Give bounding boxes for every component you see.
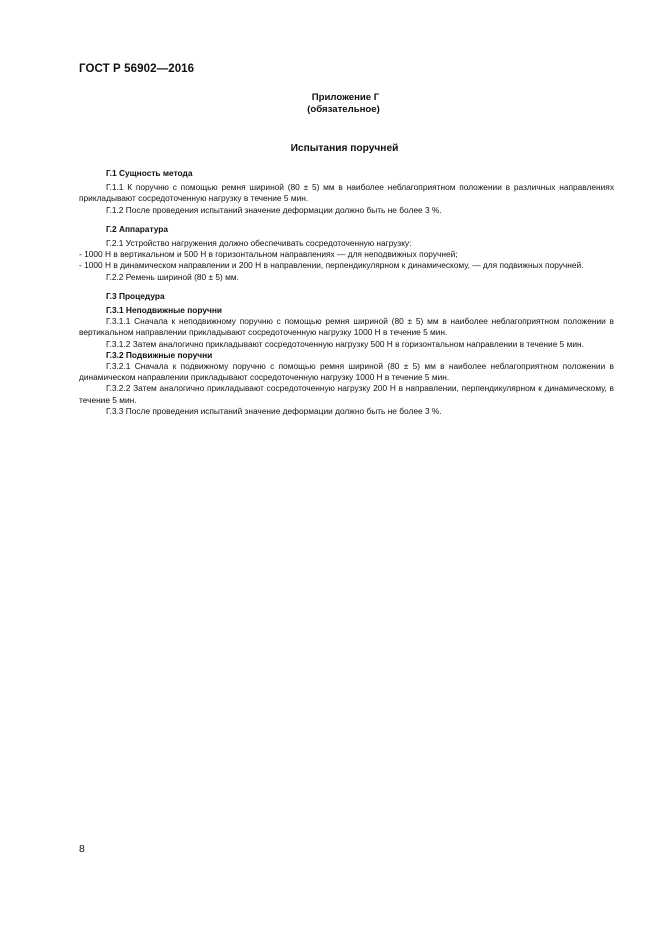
- annex-name: Приложение Г: [311, 92, 380, 103]
- section-heading-g3: Г.3 Процедура: [106, 290, 165, 301]
- paragraph-g3-1-1: Г.3.1.1 Сначала к неподвижному поручню с помощью ремня шириной (80 ± 5) мм в наиболее неблагоприятном положении в вертикальном направлении прикладывают сосредоточенную нагрузку 1000 Н в течение 5 мин.: [79, 316, 614, 338]
- document-body: [79, 168, 614, 417]
- section-heading-g2: Г.2 Аппаратура: [106, 223, 169, 234]
- paragraph-g3-2-1: Г.3.2.1 Сначала к подвижному поручню с помощью ремня шириной (80 ± 5) мм в наиболее неблагоприятном положении в динамическом направлении прикладывают сосредоточенную нагрузку 1000 Н в течение 5 мин.: [79, 361, 614, 383]
- paragraph-g3-1-2: Г.3.1.2 Затем аналогично прикладывают сосредоточенную нагрузку 500 Н в горизонтальном направлении в течение 5 мин.: [106, 338, 584, 349]
- paragraph-g2-4: Г.2.2 Ремень шириной (80 ± 5) мм.: [106, 271, 239, 282]
- paragraph-g1-1: Г.1.1 К поручню с помощью ремня шириной (80 ± 5) мм в наиболее неблагоприятном положении в различных направлениях прикладывают сосредоточенную нагрузку в течение 5 мин.: [79, 182, 614, 204]
- paragraph-g2-2: - 1000 Н в вертикальном и 500 Н в горизонтальном направлениях — для неподвижных поручней;: [79, 249, 458, 260]
- section-heading-g1: Г.1 Сущность метода: [106, 168, 193, 178]
- document-code: ГОСТ Р 56902—2016: [79, 63, 195, 75]
- paragraph-g3-3: Г.3.3 После проведения испытаний значение деформации должно быть не более 3 %.: [106, 405, 442, 416]
- subsection-heading-g3-1: Г.3.1 Неподвижные поручни: [106, 305, 222, 316]
- page-number: 8: [79, 843, 85, 855]
- paragraph-g1-2: Г.1.2 После проведения испытаний значение деформации должно быть не более 3 %.: [106, 204, 442, 215]
- paragraph-g2-3: - 1000 Н в динамическом направлении и 200 Н в направлении, перпендикулярном к динамическому, — для подвижных поручней.: [79, 260, 584, 271]
- paragraph-g2-1: Г.2.1 Устройство нагружения должно обеспечивать сосредоточенную нагрузку:: [106, 238, 412, 249]
- subsection-heading-g3-2: Г.3.2 Подвижные поручни: [106, 349, 213, 360]
- annex-status: (обязательное): [307, 104, 380, 115]
- paragraph-g3-2-2: Г.3.2.2 Затем аналогично прикладывают сосредоточенную нагрузку 200 Н в направлении, перпендикулярном к динамическому, в течение 5 мин.: [79, 383, 614, 405]
- annex-heading: [0, 92, 661, 116]
- annex-title: Испытания поручней: [290, 143, 399, 154]
